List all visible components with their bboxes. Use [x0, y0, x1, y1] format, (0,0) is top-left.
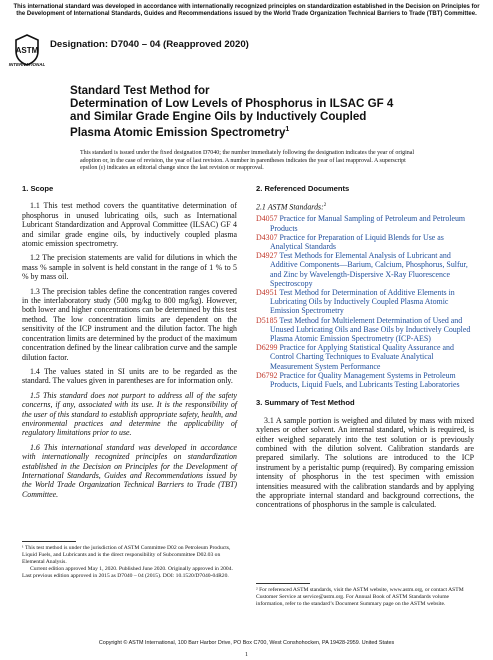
title-line-4: Plasma Atomic Emission Spectrometry$^1$ [70, 125, 290, 139]
title-line-3: and Similar Grade Engine Oils by Inductively Coupled [70, 110, 367, 123]
footnote-1: ¹ This test method is under the jurisdiction of ASTM Committee D02 on Petroleum Products, Liquid Fuels, and Lubricants and is the direct responsibility of Subcommittee D02.03 on Elemental Analysis. Current edition approved May 1, 2020. Published June 2020. Originally approved in 2004. Last previous edition approved in 2015 as D7040 – 04 (2015). DOI: 10.1520/D7040-04R20. [22, 545, 233, 579]
left-column [22, 184, 237, 504]
reference-title-link[interactable]: Test Method for Determination of Additive Elements in Lubricating Oils by Inductively Coupled Plasma Atomic Emission Spectrometry [270, 288, 455, 316]
title-footnote-mark: 1 [285, 126, 290, 133]
reference-item[interactable] [256, 233, 474, 251]
reference-code-link[interactable]: D4307 [256, 232, 278, 242]
footnote-divider-2 [256, 583, 310, 584]
issue-note: This standard is issued under the fixed designation D7040; the number immediately following the designation indicates the year of original adoption or, in the case of revision, the year of last revision. A number in parentheses indicates the year of last reapproval. A superscript epsilon (ε) indicates an editorial change since the last revision or reapproval. [80, 150, 415, 172]
footnote-divider [22, 541, 76, 542]
copyright-footer: Copyright © ASTM International, 100 Barr Harbor Drive, PO Box C700, West Conshohocken, PA 19428-2959. United States [98, 640, 395, 646]
document-title [70, 84, 430, 139]
right-column [256, 184, 474, 515]
reference-item[interactable] [256, 343, 474, 371]
summary-3-1: 3.1 A sample portion is weighed and diluted by mass with mixed xylenes or other solvent. An internal standard, which is required, is either weighed separately into the test solution or is previously combined with the dilution solvent. Calibration standards are prepared similarly. The solutions are introduced to the ICP instrument by a peristaltic pump (required). By comparing emission intensity of phosphorus in the test specimen with emission intensities measured with the calibration standards and by applying the appropriate internal standard and background corrections, the concentrations of phosphorus in the sample is calculated. [256, 415, 474, 510]
reference-title-link[interactable]: Practice for Quality Management Systems in Petroleum Products, Liquid Fuels, and Lubricants Testing Laboratories [270, 370, 460, 390]
reference-title-link[interactable]: Practice for Manual Sampling of Petroleum and Petroleum Products [270, 214, 466, 233]
reference-code-link[interactable]: D4951 [256, 288, 278, 298]
refs-heading: 2. Referenced Documents [256, 184, 350, 193]
footnote-2: ² For referenced ASTM standards, visit the ASTM website, www.astm.org, or contact ASTM Customer Service at service@astm.org. For Annual Book of ASTM Standards volume information, refer to the standard’s Document Summary page on the ASTM website. [256, 587, 464, 607]
tbt-notice: This international standard was developed in accordance with internationally recognized principles on standardization established in the Decision on Principles for the Development of International Standards, Guides and Recommendations issued by the World Trade Organization Technical Barriers to Trade (TBT) Committee. [13, 4, 480, 18]
reference-code-link[interactable]: D4057 [256, 214, 278, 224]
reference-item[interactable] [256, 371, 474, 389]
reference-code-link[interactable]: D6299 [256, 343, 278, 353]
reference-title-link[interactable]: Practice for Preparation of Liquid Blends for Use as Analytical Standards [270, 232, 444, 252]
reference-item[interactable] [256, 316, 474, 344]
title-line-2: Determination of Low Levels of Phosphorus in ILSAC GF 4 [70, 97, 394, 110]
refs-subheading: 2.1 ASTM Standards:$^2$ [256, 203, 327, 213]
scope-1-5: 1.5 This standard does not purport to address all of the safety concerns, if any, associated with its use. It is the responsibility of the user of this standard to establish appropriate safety, health, and environmental practices and determine the applicability of regulatory limitations prior to use. [22, 390, 237, 438]
reference-item[interactable] [256, 288, 474, 316]
scope-1-4: 1.4 The values stated in SI units are to be regarded as the standard. The values given in parentheses are for information only. [22, 366, 237, 386]
scope-1-6: 1.6 This international standard was developed in accordance with internationally recognized principles on standardization established in the Decision on Principles for the Development of International Standards, Guides and Recommendations issued by the World Trade Organization Technical Barriers to Trade (TBT) Committee. [22, 442, 237, 499]
reference-code-link[interactable]: D5185 [256, 315, 278, 325]
reference-title-link[interactable]: Practice for Applying Statistical Quality Assurance and Control Charting Techniques to Evaluate Analytical Measurement System Performance [270, 343, 454, 371]
reference-list [256, 214, 474, 389]
scope-1-2: 1.2 The precision statements are valid for dilutions in which the mass % sample in solvent is held constant in the range of 1 % to 5 % by mass oil. [22, 253, 237, 282]
reference-code-link[interactable]: D6792 [256, 370, 278, 380]
scope-1-3: 1.3 The precision tables define the concentration ranges covered in the interlaboratory study (500 mg/kg to 800 mg/kg). However, both lower and higher concentrations can be determined by this test method. The low concentration limits are dependent on the sensitivity of the ICP instrument and the dilution factor. The high concentration limits are determined by the product of the maximum concentration defined by the linear calibration curve and the sample dilution factor. [22, 286, 237, 362]
logo-label: INTERNATIONAL [8, 62, 46, 67]
reference-item[interactable] [256, 251, 474, 288]
designation: Designation: D7040 – 04 (Reapproved 2020) [50, 39, 249, 50]
svg-text:ASTM: ASTM [15, 46, 39, 55]
page-number: 1 [245, 652, 248, 658]
reference-item[interactable] [256, 214, 474, 232]
scope-heading: 1. Scope [22, 184, 54, 193]
reference-title-link[interactable]: Test Methods for Elemental Analysis of Lubricant and Additive Components—Barium, Calcium, Phosphorus, Sulfur, and Zinc by Wavelength-Dispersive X-Ray Fluorescence Spectroscopy [270, 251, 468, 288]
summary-heading: 3. Summary of Test Method [256, 398, 355, 408]
title-line-1: Standard Test Method for [70, 84, 210, 97]
refs-footnote-mark: 2 [323, 203, 327, 209]
scope-1-1: 1.1 This test method covers the quantitative determination of phosphorus in unused lubricating oils, such as International Lubricant Standardization and Approval Committee (ILSAC) GF 4 and similar grade engine oils, by inductively coupled plasma atomic emission spectrometry. [22, 201, 237, 249]
reference-code-link[interactable]: D4927 [256, 251, 278, 261]
reference-title-link[interactable]: Test Method for Multielement Determination of Used and Unused Lubricating Oils and Base Oils by Inductively Coupled Plasma Atomic Emission Spectrometry (ICP-AES) [270, 315, 471, 344]
